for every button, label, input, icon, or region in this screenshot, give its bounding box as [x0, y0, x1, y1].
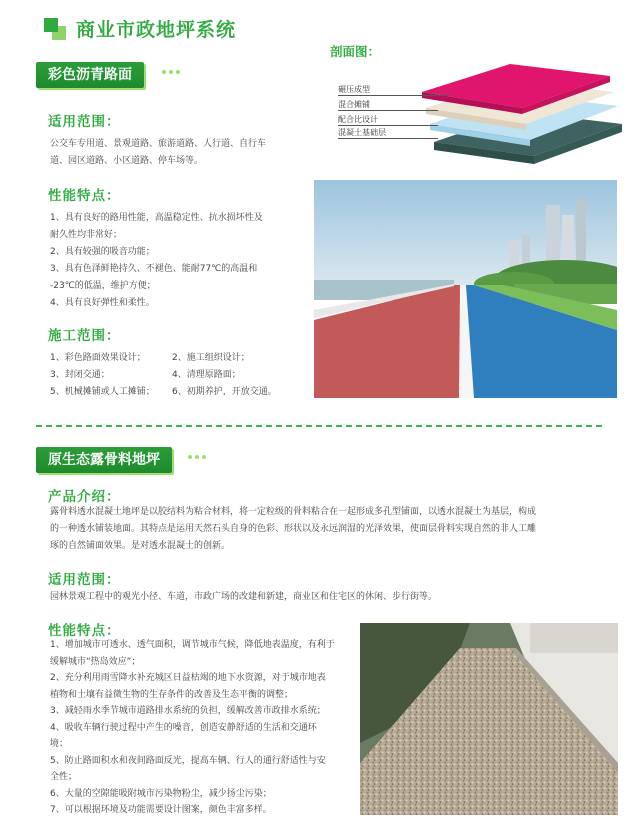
cross-section-diagram: [322, 64, 622, 164]
path-photo-illustration: [360, 623, 618, 815]
text-line: 4、清理原路面；: [172, 370, 241, 380]
layer-leader-line: [338, 138, 438, 139]
text-line: 园林景观工程中的观光小径、车道，市政广场的改建和新建，商业区和住宅区的休闲、步行街等。: [50, 592, 438, 602]
text-line: 境；: [50, 739, 69, 749]
text-line: 2、充分利用雨雪降水补充城区日益枯竭的地下水资源，对于城市地表: [50, 673, 326, 683]
text-line: 的一种透水铺装地面。其特点是运用天然石头自身的色彩、形状以及永远润湿的光泽效果，使面层骨料实现自然的非人工雕: [50, 524, 537, 534]
layer-leader-line: [338, 110, 438, 111]
text-line: 5、机械摊铺或人工摊铺；: [50, 387, 155, 397]
layer-label-3: 配合比设计: [338, 115, 378, 124]
text-line: 2、具有较强的吸音功能；: [50, 247, 155, 257]
text-line: 4、具有良好弹性和柔性。: [50, 298, 155, 308]
text-line: 全性；: [50, 772, 78, 782]
layer-label-1: 碾压成型: [338, 85, 370, 94]
layer-label-2: 混合摊铺: [338, 100, 370, 109]
text-line: 6、大量的空隙能吸附城市污染物粉尘，减少扬尘污染；: [50, 788, 272, 799]
features-text: [50, 210, 263, 312]
text-line: 露骨料透水混凝土地坪是以胶结料为粘合材料，将一定粒级的骨料粘合在一起形成多孔型铺面，以透水混凝土为基层，构成: [50, 507, 537, 517]
text-line: 道、园区道路、小区道路、停车场等。: [50, 156, 204, 166]
text-line: 琢的自然铺面效果。是对透水混凝土的创新。: [50, 541, 231, 551]
construction-right: [172, 350, 277, 401]
section-divider: [36, 425, 602, 427]
scope-text: [50, 136, 266, 170]
text-line: 植物和土壤有益微生物的生存条件的改善及生态平衡的调整；: [50, 689, 294, 700]
section-tag-color-asphalt: 彩色沥青路面: [36, 62, 144, 88]
text-line: 耐久性均非常好；: [50, 230, 123, 240]
colored-road-photo: [314, 180, 617, 398]
text-line: 3、减轻雨水季节城市道路排水系统的负担，缓解改善市政排水系统；: [50, 706, 326, 716]
road-photo-illustration: [314, 180, 617, 398]
header-logo-icon: [44, 18, 66, 40]
features-heading: 性能特点：: [48, 188, 121, 204]
scope-heading: 适用范围：: [48, 114, 121, 130]
layer-leader-line: [338, 95, 450, 96]
text-line: 1、增加城市可透水、透气面积，调节城市气候，降低地表温度，有利于: [50, 640, 335, 650]
text-line: 7、可以根据环境及功能需要设计图案，颜色丰富多样。: [50, 805, 272, 815]
text-line: 1、彩色路面效果设计；: [50, 353, 146, 363]
scope2-heading: 适用范围：: [48, 572, 121, 588]
intro-text: [50, 504, 616, 555]
text-line: 4、吸收车辆行驶过程中产生的噪音，创造安静舒适的生活和交通环: [50, 722, 317, 733]
text-line: 3、封闭交通；: [50, 370, 110, 380]
text-line: 5、防止路面积水和夜间路面反光，提高车辆、行人的通行舒适性与安: [50, 755, 326, 766]
text-line: -23℃的低温，维护方便；: [50, 281, 156, 291]
construction-left: [50, 350, 155, 401]
features2-heading: 性能特点：: [48, 623, 121, 639]
section-tag-exposed-aggregate: 原生态露骨料地坪: [36, 447, 172, 473]
text-line: 2、施工组织设计；: [172, 353, 250, 363]
exposed-aggregate-path-photo: [360, 623, 618, 815]
cross-section-label: 剖面图：: [330, 44, 381, 59]
features2-text: [50, 637, 335, 819]
tag-dots-decoration: [162, 70, 190, 78]
page-title: 商业市政地坪系统: [76, 19, 237, 41]
layer-leader-line: [338, 125, 438, 126]
text-line: 1、具有良好的路用性能，高温稳定性、抗水损坏性及: [50, 213, 263, 223]
text-line: 缓解城市“热岛效应”；: [50, 656, 141, 667]
intro-heading: 产品介绍：: [48, 489, 121, 505]
construction-heading: 施工范围：: [48, 328, 121, 344]
layer-label-4: 混凝土基础层: [338, 128, 386, 137]
tag-dots-decoration: [188, 455, 216, 463]
scope2-text: [50, 589, 437, 606]
text-line: 公交车专用道、景观道路、旅游道路、人行道、自行车: [50, 139, 267, 149]
text-line: 6、初期养护，开放交通。: [172, 387, 277, 397]
text-line: 3、具有色泽鲜艳持久、不褪色、能耐77℃的高温和: [50, 264, 258, 274]
